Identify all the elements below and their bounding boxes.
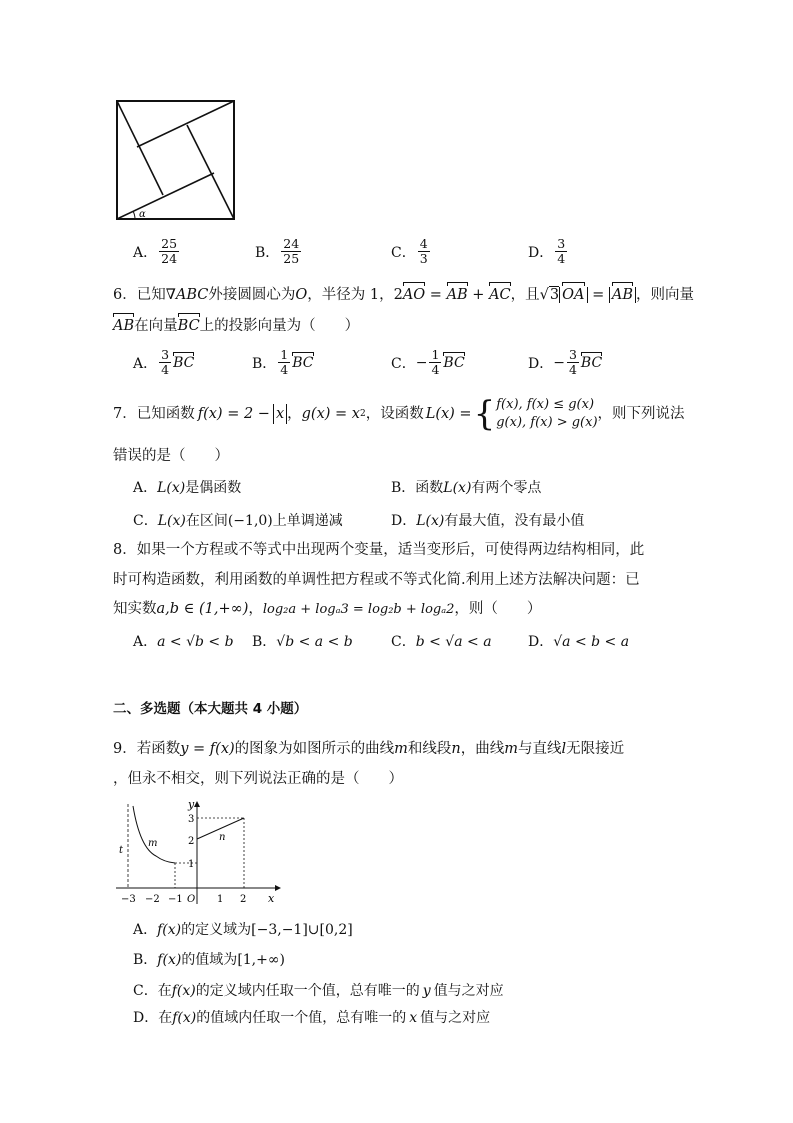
q8-line-2: 时可构造函数，利用函数的单调性把方程或不等式化简.利用上述方法解决问题：已 — [113, 572, 640, 588]
fraction: $\frac{25}{24}$ — [161, 236, 178, 266]
q9-option-c[interactable]: C．在f(x)的定义域内任取一个值，总有唯一的 y 值与之对应 — [133, 983, 504, 999]
q9-option-b[interactable]: B．f(x)的值域为[1,+∞) — [133, 952, 285, 968]
q6-option-d[interactable]: D． − $\frac{3}{4}$ BC — [528, 347, 603, 377]
q8-option-c[interactable]: C．b < √a < a — [391, 634, 492, 650]
section-heading: 二、多选题（本大题共 4 小题） — [113, 701, 308, 717]
vector-bc: BC — [173, 354, 195, 371]
q8-option-b[interactable]: B．√b < a < b — [252, 634, 353, 650]
vector-bc: BC — [443, 354, 465, 371]
vector-bc: BC — [580, 354, 603, 371]
magnitude-ab: AB — [609, 287, 636, 303]
t-label: t — [119, 845, 124, 856]
x-tick-label: −1 — [168, 894, 183, 905]
q9-line-2: ，但永不相交，则下列说法正确的是（ ） — [113, 771, 403, 787]
diag-line-4 — [117, 173, 214, 219]
y-tick-label: 1 — [188, 859, 195, 870]
x-tick-label: −2 — [145, 894, 160, 905]
diag-line-3 — [187, 125, 234, 219]
q8-line-3: 知实数a,b ∈ (1,+∞)，log₂a + logₐ3 = log₂b + logₐ2，则（ ） — [113, 601, 542, 617]
y-tick-label: 3 — [188, 814, 195, 825]
outer-square — [117, 101, 234, 219]
option-letter: D． — [528, 244, 554, 261]
q7-option-b[interactable]: B．函数L(x)有两个零点 — [391, 480, 542, 496]
q8-line-1: 8．如果一个方程或不等式中出现两个变量，适当变形后，可使得两边结构相同，此 — [113, 542, 645, 558]
q9-function-graph — [108, 796, 288, 908]
q7-line-1: 7． 已知函数 f(x) = 2 − x ， g(x) = x 2 ，设函数 L(x) = { f(x), f(x) ≤ g(x) g(x), f(x) > g(x) ，则下列说法 — [113, 394, 685, 434]
alpha-label: α — [139, 209, 146, 220]
diag-line-2 — [137, 101, 234, 147]
vector-ac: AC — [489, 287, 511, 303]
piecewise-definition: { f(x), f(x) ≤ g(x) g(x), f(x) > g(x) — [473, 394, 598, 434]
fraction: $\frac{1}{4}$ — [280, 347, 289, 377]
fraction: $\frac{1}{4}$ — [431, 347, 440, 377]
curve-m — [133, 806, 175, 863]
y-axis-label: y — [188, 798, 195, 811]
q6-option-b[interactable]: B． $\frac{1}{4}$ BC — [252, 347, 314, 377]
q5-option-a[interactable] — [133, 237, 181, 266]
n-label: n — [219, 832, 226, 843]
q7-option-a[interactable]: A．L(x)是偶函数 — [133, 480, 242, 496]
q6-option-c[interactable]: C． − $\frac{1}{4}$ BC — [391, 347, 465, 377]
q7-option-c[interactable]: C．L(x)在区间(−1,0)上单调递减 — [133, 513, 343, 529]
option-letter: A． — [133, 244, 158, 261]
option-letter: B． — [255, 244, 280, 261]
fraction: $\frac{24}{25}$ — [283, 236, 300, 266]
vector-bc: BC — [292, 354, 314, 371]
q9-option-d[interactable]: D．在f(x)的值域内任取一个值，总有唯一的 x 值与之对应 — [133, 1010, 491, 1026]
q5-option-b[interactable] — [255, 237, 303, 266]
x-tick-label: 1 — [217, 894, 224, 905]
x-axis-label: x — [268, 892, 275, 905]
fraction: $\frac{3}{4}$ — [161, 347, 170, 377]
q9-line-1: 9．若函数y = f(x)的图象为如图所示的曲线m和线段n，曲线m与直线l无限接近 — [113, 741, 625, 757]
vector-ab: AB — [113, 318, 135, 334]
q6-line-1: 6．已知∇ABC外接圆圆心为O，半径为 1，2AO = AB + AC，且√3 OA = AB ，则向量 — [113, 287, 695, 303]
x-tick-label: −3 — [121, 894, 136, 905]
q8-option-a[interactable]: A．a < √b < b — [133, 634, 234, 650]
vector-ab: AB — [446, 287, 468, 303]
alpha-arc — [133, 211, 135, 219]
q5-option-c[interactable] — [391, 237, 432, 266]
q5-option-d[interactable] — [528, 237, 569, 266]
origin-label: O — [187, 894, 196, 905]
fraction: $\frac{3}{4}$ — [557, 236, 566, 266]
q7-option-d[interactable]: D．L(x)有最大值，没有最小值 — [391, 513, 585, 529]
y-tick-label: 2 — [188, 836, 195, 847]
q5-square-figure — [113, 97, 239, 225]
q7-line-2: 错误的是（ ） — [113, 448, 229, 464]
fraction: $\frac{4}{3}$ — [419, 236, 428, 266]
fraction: $\frac{3}{4}$ — [568, 347, 577, 377]
q6-option-a[interactable]: A． $\frac{3}{4}$ BC — [133, 347, 195, 377]
vector-bc: BC — [177, 318, 200, 334]
option-letter: C． — [391, 244, 416, 261]
q8-option-d[interactable]: D．√a < b < a — [528, 634, 630, 650]
x-tick-label: 2 — [240, 894, 247, 905]
diag-line-1 — [117, 101, 163, 195]
m-label: m — [148, 838, 158, 849]
q6-line-2: AB在向量BC上的投影向量为（ ） — [113, 318, 360, 334]
magnitude-oa: OA — [559, 287, 587, 303]
vector-ao: AO — [402, 287, 426, 303]
q9-option-a[interactable]: A．f(x)的定义域为[−3,−1]∪[0,2] — [133, 922, 353, 938]
